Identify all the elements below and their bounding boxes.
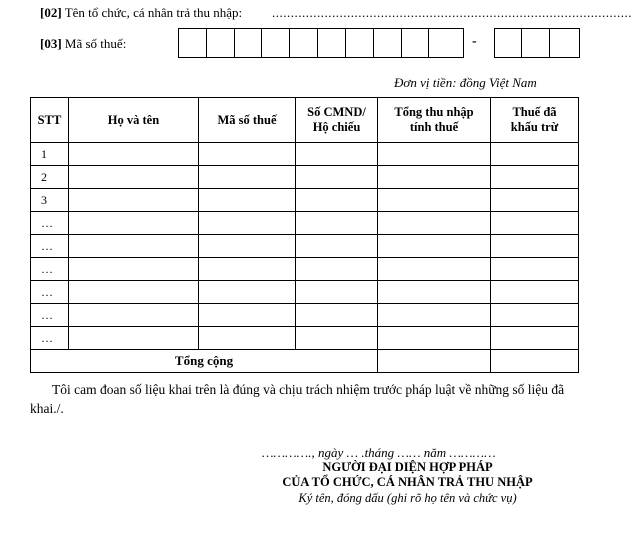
- header-name: Họ và tên: [69, 98, 199, 143]
- id-number-cell[interactable]: [296, 143, 378, 166]
- income-cell[interactable]: [378, 166, 491, 189]
- tax-code-cell[interactable]: [199, 189, 296, 212]
- tax-digit-box[interactable]: [550, 29, 579, 57]
- signature-date-line[interactable]: …………., ngày … .tháng …… năm …………: [262, 445, 496, 460]
- field-02-label: [40, 5, 242, 21]
- tax-digit-box[interactable]: [262, 29, 290, 57]
- name-cell[interactable]: [69, 258, 199, 281]
- withheld-cell[interactable]: [491, 281, 579, 304]
- signature-title-line1: NGƯỜI ĐẠI DIỆN HỢP PHÁP: [322, 460, 493, 474]
- withheld-cell[interactable]: [491, 258, 579, 281]
- id-number-cell[interactable]: [296, 327, 378, 350]
- field-03-label: [40, 36, 126, 52]
- tax-digit-box[interactable]: [179, 29, 207, 57]
- name-cell[interactable]: [69, 189, 199, 212]
- withheld-cell[interactable]: [491, 212, 579, 235]
- income-table: [30, 97, 579, 373]
- name-cell[interactable]: [69, 235, 199, 258]
- row-stt: 1: [31, 143, 69, 166]
- id-number-cell[interactable]: [296, 235, 378, 258]
- table-row: [31, 143, 579, 166]
- id-number-cell[interactable]: [296, 258, 378, 281]
- header-tax-withheld: [491, 98, 579, 143]
- tax-digit-box[interactable]: [290, 29, 318, 57]
- name-cell[interactable]: [69, 327, 199, 350]
- table-header-row: [31, 98, 579, 143]
- tax-code-cell[interactable]: [199, 235, 296, 258]
- table-row: [31, 281, 579, 304]
- tax-code-cell[interactable]: [199, 143, 296, 166]
- income-cell[interactable]: [378, 304, 491, 327]
- header-tax-code: Mã số thuế: [199, 98, 296, 143]
- row-stt: …: [31, 258, 69, 281]
- total-withheld-cell[interactable]: [491, 350, 579, 373]
- income-cell[interactable]: [378, 189, 491, 212]
- withheld-cell[interactable]: [491, 235, 579, 258]
- row-stt: 2: [31, 166, 69, 189]
- tax-digit-box[interactable]: [495, 29, 522, 57]
- field-02-text: Tên tổ chức, cá nhân trả thu nhập:: [64, 5, 243, 20]
- header-income-line1: Tổng thu nhập: [394, 105, 474, 119]
- field-03-text: Mã số thuế:: [64, 36, 127, 51]
- table-row: [31, 304, 579, 327]
- field-03-code: [03]: [40, 36, 62, 51]
- tax-digit-box[interactable]: [374, 29, 402, 57]
- table-row: [31, 258, 579, 281]
- income-cell[interactable]: [378, 143, 491, 166]
- tax-code-cell[interactable]: [199, 281, 296, 304]
- tax-code-cell[interactable]: [199, 166, 296, 189]
- tax-code-dash: -: [472, 34, 477, 49]
- field-02-code: [02]: [40, 5, 62, 20]
- row-stt: 3: [31, 189, 69, 212]
- id-number-cell[interactable]: [296, 166, 378, 189]
- total-income-cell[interactable]: [378, 350, 491, 373]
- currency-note: Đơn vị tiền: đồng Việt Nam: [394, 75, 537, 90]
- header-id-line2: Hộ chiếu: [312, 120, 361, 134]
- withheld-cell[interactable]: [491, 327, 579, 350]
- row-stt: …: [31, 212, 69, 235]
- income-cell[interactable]: [378, 258, 491, 281]
- header-income-line2: tính thuế: [409, 120, 459, 134]
- name-cell[interactable]: [69, 166, 199, 189]
- total-label: Tổng cộng: [31, 350, 378, 373]
- table-row: [31, 189, 579, 212]
- commitment-text: Tôi cam đoan số liệu khai trên là đúng và chịu trách nhiệm trước pháp luật về những số liệu đã khai./.: [30, 382, 565, 416]
- tax-digit-box[interactable]: [346, 29, 374, 57]
- tax-code-boxes-main[interactable]: [178, 28, 464, 58]
- income-cell[interactable]: [378, 281, 491, 304]
- header-id-line1: Số CMND/: [307, 105, 366, 119]
- signature-instruction: Ký tên, đóng dấu (ghi rõ họ tên và chức vụ): [298, 491, 517, 505]
- header-withheld-line1: Thuế đã: [512, 105, 557, 119]
- row-stt: …: [31, 281, 69, 304]
- tax-digit-box[interactable]: [402, 29, 430, 57]
- income-cell[interactable]: [378, 212, 491, 235]
- income-cell[interactable]: [378, 327, 491, 350]
- id-number-cell[interactable]: [296, 189, 378, 212]
- total-row: [31, 350, 579, 373]
- tax-digit-box[interactable]: [522, 29, 549, 57]
- header-id-number: [296, 98, 378, 143]
- id-number-cell[interactable]: [296, 304, 378, 327]
- withheld-cell[interactable]: [491, 166, 579, 189]
- tax-digit-box[interactable]: [318, 29, 346, 57]
- header-stt: STT: [31, 98, 69, 143]
- row-stt: …: [31, 304, 69, 327]
- id-number-cell[interactable]: [296, 281, 378, 304]
- table-row: [31, 166, 579, 189]
- row-stt: …: [31, 235, 69, 258]
- name-cell[interactable]: [69, 281, 199, 304]
- name-cell[interactable]: [69, 304, 199, 327]
- withheld-cell[interactable]: [491, 189, 579, 212]
- tax-code-cell[interactable]: [199, 304, 296, 327]
- signature-title-line2: CỦA TỔ CHỨC, CÁ NHÂN TRẢ THU NHẬP: [282, 475, 533, 489]
- tax-code-cell[interactable]: [199, 258, 296, 281]
- tax-code-cell[interactable]: [199, 212, 296, 235]
- tax-digit-box[interactable]: [235, 29, 263, 57]
- id-number-cell[interactable]: [296, 212, 378, 235]
- withheld-cell[interactable]: [491, 143, 579, 166]
- table-row: [31, 327, 579, 350]
- tax-digit-box[interactable]: [429, 29, 463, 57]
- withheld-cell[interactable]: [491, 304, 579, 327]
- header-withheld-line2: khấu trừ: [510, 120, 559, 134]
- name-cell[interactable]: [69, 212, 199, 235]
- tax-code-boxes-suffix[interactable]: [494, 28, 580, 58]
- name-cell[interactable]: [69, 143, 199, 166]
- table-row: [31, 212, 579, 235]
- header-taxable-income: [378, 98, 491, 143]
- income-cell[interactable]: [378, 235, 491, 258]
- tax-digit-box[interactable]: [207, 29, 235, 57]
- row-stt: …: [31, 327, 69, 350]
- field-02-fill-dots[interactable]: ................................................................................................: [272, 5, 632, 20]
- table-row: [31, 235, 579, 258]
- tax-code-cell[interactable]: [199, 327, 296, 350]
